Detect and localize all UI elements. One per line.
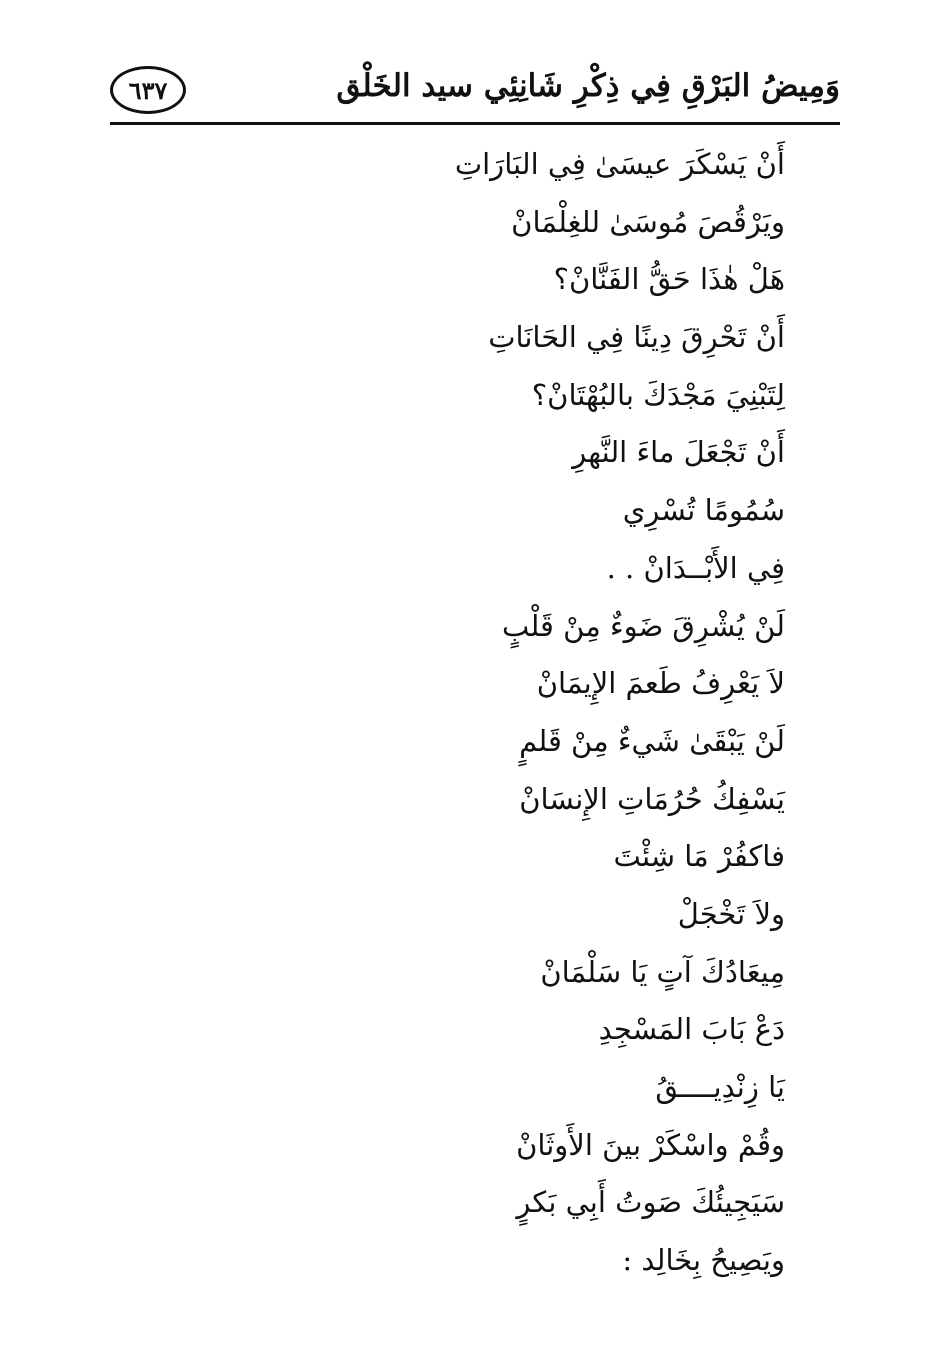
poem-line: أَنْ تَجْعَلَ ماءَ النَّهرِ — [572, 435, 785, 470]
poem-line: ولاَ تَخْجَلْ — [677, 896, 785, 931]
poem-line: هَلْ هٰذَا حَقُّ الفَنَّانْ؟ — [553, 262, 785, 297]
poem-line: لَنْ يُشْرِقَ ضَوءٌ مِنْ قَلْبٍ — [501, 608, 785, 643]
poem-line: أَنْ تَحْرِقَ دِينًا فِي الحَانَاتِ — [488, 320, 785, 355]
page-number-badge — [110, 66, 186, 114]
running-title: وَمِيضُ البَرْقِ فِي ذِكْرِ شَانِئِي سيد الخَلْق — [336, 68, 840, 104]
page-number: ٦٣٧ — [128, 75, 168, 105]
poem-line: دَعْ بَابَ المَسْجِدِ — [598, 1012, 785, 1047]
poem-line: ويَرْقُصَ مُوسَىٰ للغِلْمَانْ — [511, 204, 785, 239]
poem-line: مِيعَادُكَ آتٍ يَا سَلْمَانْ — [540, 954, 785, 989]
poem-line: لِتَبْنِيَ مَجْدَكَ بالبُهْتَانْ؟ — [531, 377, 785, 412]
poem-line: لاَ يَعْرِفُ طَعمَ الإِيمَانْ — [536, 666, 785, 701]
poem-line: ويَصِيحُ بِخَالِد : — [622, 1243, 785, 1278]
page-header — [110, 62, 840, 124]
poem-line: يَا زِنْدِيــــقُ — [655, 1070, 785, 1104]
poem-line: وقُمْ واسْكَرْ بينَ الأَوثَانْ — [516, 1127, 785, 1162]
header-divider — [110, 122, 840, 125]
poem-line: سَيَجِيئُكَ صَوتُ أَبِي بَكرٍ — [516, 1185, 785, 1220]
poem-line: فِي الأَبْــدَانْ . . — [606, 550, 785, 585]
poem-line: يَسْفِكُ حُرُمَاتِ الإِنسَانْ — [519, 781, 785, 816]
poem-line: لَنْ يَبْقَىٰ شَيءٌ مِنْ قَلمٍ — [519, 723, 785, 758]
poem-line: فاكفُرْ مَا شِئْتَ — [613, 839, 785, 874]
poem-body — [105, 136, 785, 1290]
poem-line: سُمُومًا تُسْرِي — [622, 493, 785, 528]
poem-line: أَنْ يَسْكَرَ عيسَىٰ فِي البَارَاتِ — [454, 147, 785, 181]
